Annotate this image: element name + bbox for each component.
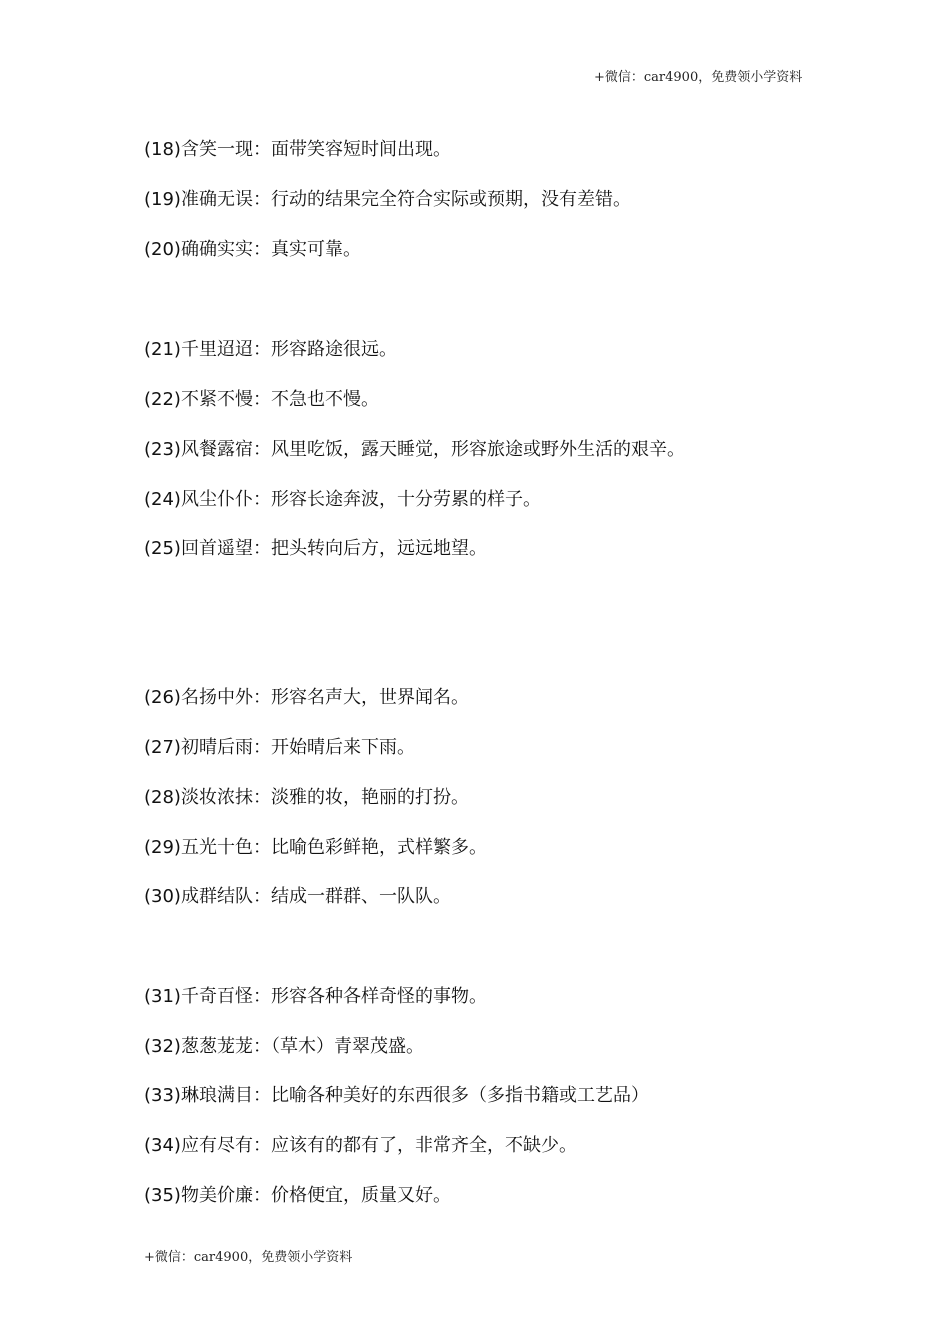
idiom-entry-30: (30)成群结队：结成一群群、一队队。: [144, 886, 451, 907]
idiom-entry-29: (29)五光十色：比喻色彩鲜艳，式样繁多。: [144, 837, 487, 858]
idiom-entry-22: (22)不紧不慢：不急也不慢。: [144, 389, 379, 410]
idiom-entry-34: (34)应有尽有：应该有的都有了，非常齐全，不缺少。: [144, 1135, 577, 1156]
idiom-entry-23: (23)风餐露宿：风里吃饭，露天睡觉，形容旅途或野外生活的艰辛。: [144, 439, 685, 460]
footer-watermark-note: +微信：car4900，免费领小学资料: [144, 1250, 353, 1265]
idiom-entry-18: (18)含笑一现：面带笑容短时间出现。: [144, 139, 451, 160]
idiom-entry-19: (19)准确无误：行动的结果完全符合实际或预期，没有差错。: [144, 189, 631, 210]
idiom-entry-26: (26)名扬中外：形容名声大，世界闻名。: [144, 687, 469, 708]
header-watermark-note: +微信：car4900，免费领小学资料: [594, 70, 803, 85]
idiom-entry-21: (21)千里迢迢：形容路途很远。: [144, 339, 397, 360]
idiom-entry-28: (28)淡妆浓抹：淡雅的妆，艳丽的打扮。: [144, 787, 469, 808]
idiom-entry-25: (25)回首遥望：把头转向后方，远远地望。: [144, 538, 487, 559]
idiom-entry-20: (20)确确实实：真实可靠。: [144, 239, 361, 260]
idiom-entry-33: (33)琳琅满目：比喻各种美好的东西很多（多指书籍或工艺品）: [144, 1085, 649, 1106]
idiom-entry-24: (24)风尘仆仆：形容长途奔波，十分劳累的样子。: [144, 489, 541, 510]
idiom-entry-35: (35)物美价廉：价格便宜，质量又好。: [144, 1185, 451, 1206]
idiom-entry-32: (32)葱葱茏茏：（草木）青翠茂盛。: [144, 1036, 424, 1057]
idiom-entry-27: (27)初晴后雨：开始晴后来下雨。: [144, 737, 415, 758]
idiom-entry-31: (31)千奇百怪：形容各种各样奇怪的事物。: [144, 986, 487, 1007]
